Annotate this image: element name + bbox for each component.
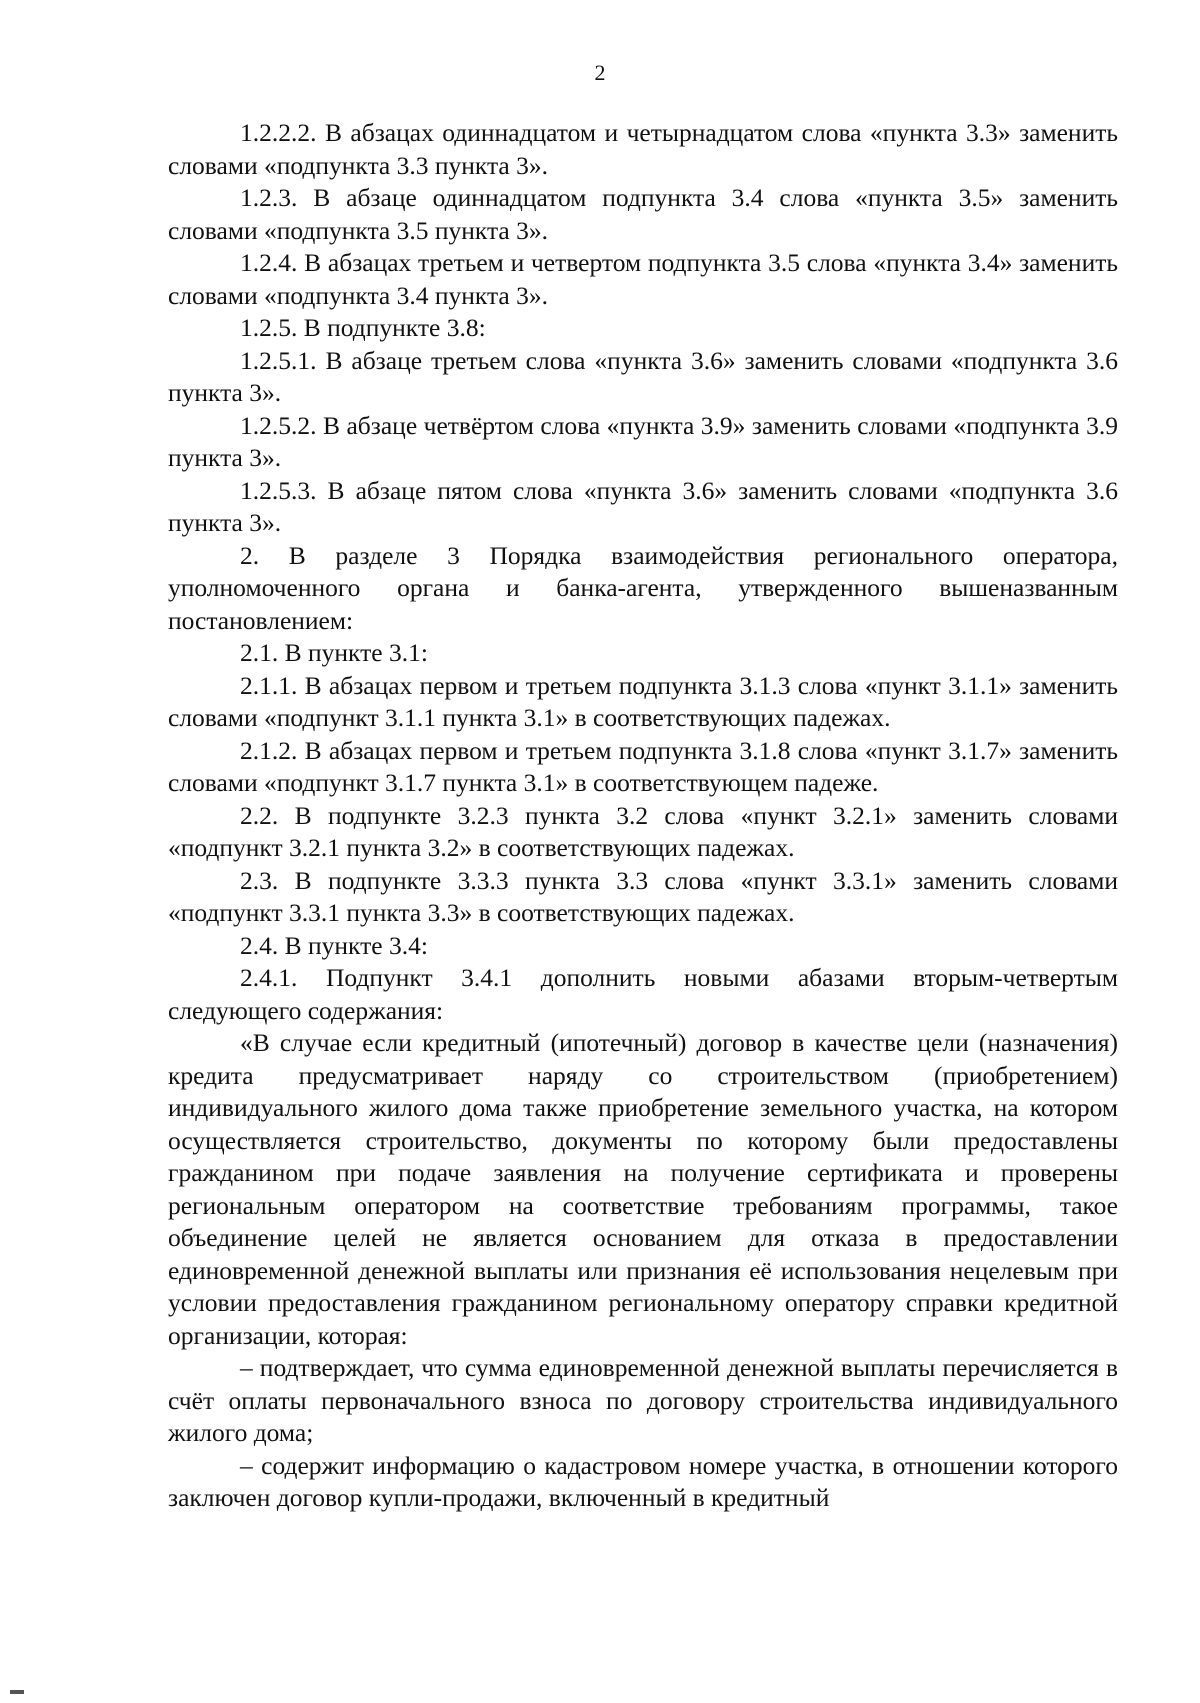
paragraph-2-1-1: 2.1.1. В абзацах первом и третьем подпункта 3.1.3 слова «пункт 3.1.1» заменить словами «подпункт 3.1.1 пункта 3.1» в соответствующих падежах. [168,670,1118,732]
paragraph-1-2-4: 1.2.4. В абзацах третьем и четвертом подпункта 3.5 слова «пункта 3.4» заменить словами «подпункта 3.4 пункта 3». [168,248,1118,310]
paragraph-1-2-5-1: 1.2.5.1. В абзаце третьем слова «пункта 3.6» заменить словами «подпункта 3.6 пункта 3». [168,345,1118,407]
paragraph-2-2: 2.2. В подпункте 3.2.3 пункта 3.2 слова «пункт 3.2.1» заменить словами «подпункт 3.2.1 пункта 3.2» в соответствующих падежах. [168,800,1118,862]
paragraph-1-2-5: 1.2.5. В подпункте 3.8: [240,313,486,342]
quoted-paragraph: «В случае если кредитный (ипотечный) договор в качестве цели (назначения) кредита предусматривает наряду со строительством (приобретением) индивидуального жилого дома также приобретение земельного участка, на котором осуществляется строительство, документы по которому были предоставлены гражданином при подаче заявления на получение сертификата и проверены региональным оператором на соответствие требованиям программы, такое объединение целей не является основанием для отказа в предоставлении единовременной денежной выплаты или признания её использования нецелевым при условии предоставления гражданином региональному оператору справки кредитной организации, которая: [168,1028,1118,1350]
paragraph-2-1-2: 2.1.2. В абзацах первом и третьем подпункта 3.1.8 слова «пункт 3.1.7» заменить словами «подпункт 3.1.7 пункта 3.1» в соответствующем падеже. [168,735,1118,797]
paragraph-1-2-5-3: 1.2.5.3. В абзаце пятом слова «пункта 3.6» заменить словами «подпункта 3.6 пункта 3». [168,475,1118,537]
list-item-confirms: – подтверждает, что сумма единовременной денежной выплаты перечисляется в счёт оплаты первоначального взноса по договору строительства индивидуального жилого дома; [168,1353,1118,1447]
page-number: 2 [594,60,606,85]
paragraph-2-4: 2.4. В пункте 3.4: [240,930,428,960]
scan-edge-mark [10,1690,24,1694]
paragraph-1-2-2-2: 1.2.2.2. В абзацах одиннадцатом и четырнадцатом слова «пункта 3.3» заменить словами «подпункта 3.3 пункта 3». [168,118,1118,180]
document-body [168,117,1118,1515]
paragraph-1-2-5-2: 1.2.5.2. В абзаце четвёртом слова «пункта 3.9» заменить словами «подпункта 3.9 пункта 3». [168,410,1118,472]
paragraph-1-2-3: 1.2.3. В абзаце одиннадцатом подпункта 3.4 слова «пункта 3.5» заменить словами «подпункта 3.5 пункта 3». [168,183,1118,245]
paragraph-2: 2. В разделе 3 Порядка взаимодействия регионального оператора, уполномоченного органа и банка-агента, утвержденного вышеназванным постановлением: [168,540,1118,635]
paragraph-2-4-1: 2.4.1. Подпункт 3.4.1 дополнить новыми абазами вторым-четвертым следующего содержания: [168,963,1118,1025]
list-item-contains: – содержит информацию о кадастровом номере участка, в отношении которого заключен договор купли-продажи, включенный в кредитный [168,1450,1118,1512]
paragraph-2-1: 2.1. В пункте 3.1: [240,638,428,667]
paragraph-2-3: 2.3. В подпункте 3.3.3 пункта 3.3 слова «пункт 3.3.1» заменить словами «подпункт 3.3.1 пункта 3.3» в соответствующих падежах. [168,865,1118,927]
